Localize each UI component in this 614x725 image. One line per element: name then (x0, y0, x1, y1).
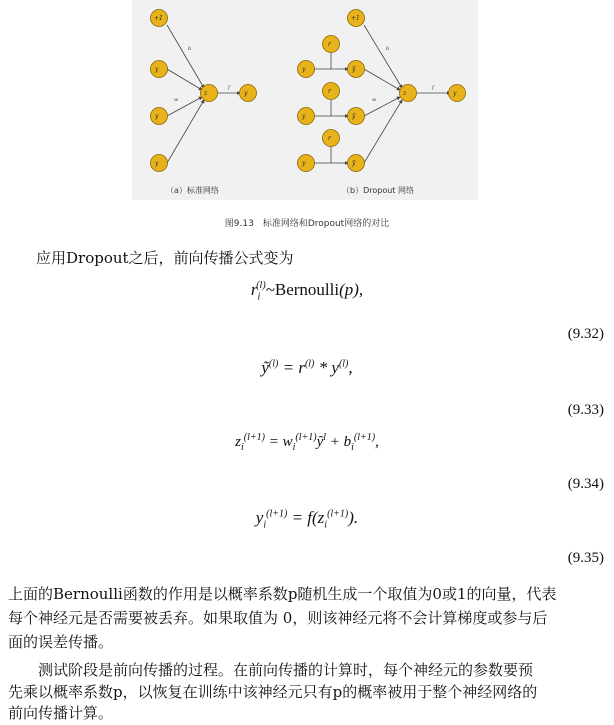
subcaption-b: （b）Dropout 网络 (342, 186, 414, 195)
y1-node-label: y (155, 66, 159, 73)
d-y-out-node (449, 85, 466, 102)
figure-panel (132, 0, 478, 200)
d-edge-1 (364, 69, 400, 90)
bias-node-label: +1 (154, 15, 163, 22)
d-y3-label: y (302, 160, 306, 167)
eq-number-9-35: (9.35) (567, 550, 604, 566)
d-bias-label: +1 (351, 15, 360, 22)
y3-node (151, 155, 168, 172)
y-out-node-label: y (244, 90, 248, 97)
eq-number-9-33: (9.33) (567, 402, 604, 418)
ytilde1-label: ỹ (352, 66, 356, 73)
equation-9-35: $y_i^{(l+1)} = f(z_i^{(l+1)})$. (255, 508, 359, 531)
w-label: w (174, 97, 179, 103)
subcaption-a: （a）标准网络 (166, 186, 219, 195)
d-y2-label: y (302, 113, 306, 120)
para2-line1: 测试阶段是前向传播的过程。在前向传播的计算时，每个神经元的参数要预 (8, 661, 534, 679)
r2-label: r (328, 88, 331, 95)
d-z-label: z (403, 90, 407, 97)
network-diagram (132, 0, 478, 200)
eq-number-9-34: (9.34) (567, 476, 604, 492)
figure-caption: 图9.13 标准网络和Dropout网络的对比 (224, 219, 390, 229)
d-edge-bias (364, 25, 402, 88)
y1-node (151, 61, 168, 78)
para1-line2: 每个神经元是否需要被丢弃。如果取值为 0，则该神经元将不会计算梯度或参与后 (8, 609, 548, 627)
edge-bias (167, 25, 204, 88)
ytilde2-label: ỹ (352, 113, 356, 120)
dropout-network (298, 10, 466, 196)
d-y2-node (298, 108, 315, 125)
d-y3-node (298, 155, 315, 172)
ytilde2-node (348, 108, 365, 125)
z-node-label: z (204, 90, 208, 97)
edge-y1 (167, 69, 202, 90)
para1-line3: 面的误差传播。 (8, 633, 114, 651)
eq-number-9-32: (9.32) (567, 326, 604, 342)
equation-9-34: $z_i^{(l+1)}$ = $w_i^{(l+1)}ỹ^l + b_i^{(l+1)}$, (235, 432, 379, 453)
equation-9-33: ỹ$^{(l)}$ = $r^{(l)} * y^{(l)}$, (261, 358, 353, 377)
r1-label: r (328, 41, 331, 48)
para2-line2: 先乘以概率系数p，以恢复在训练中该神经元只有p的概率被用于整个神经网络的 (8, 683, 538, 701)
r1-node (323, 36, 340, 53)
edge-y3 (167, 100, 204, 163)
para2-line3: 前向传播计算。 (8, 704, 114, 722)
d-y-out-label: y (453, 90, 457, 97)
d-b-label: b (386, 46, 390, 52)
y2-node-label: y (155, 113, 159, 120)
d-y1-node (298, 61, 315, 78)
d-y1-label: y (302, 66, 306, 73)
standard-network (151, 10, 257, 196)
edge-y2 (167, 97, 202, 116)
y2-node (151, 108, 168, 125)
ytilde3-label: ỹ (352, 160, 356, 167)
intro-text: 应用Dropout之后，前向传播公式变为 (36, 249, 294, 267)
d-edge-2 (364, 97, 400, 116)
ytilde1-node (348, 61, 365, 78)
y3-node-label: y (155, 160, 159, 167)
b-label: b (188, 46, 192, 52)
f-label: f (228, 85, 230, 91)
d-edge-3 (364, 100, 402, 163)
y-out-node (240, 85, 257, 102)
d-w-label: w (372, 97, 377, 103)
r3-node (323, 130, 340, 147)
d-f-label: f (432, 85, 434, 91)
para1-line1: 上面的Bernoulli函数的作用是以概率系数p随机生成一个取值为0或1的向量，代表 (8, 585, 557, 603)
equation-9-32: $r_i^{(l)}\sim Bernoulli(p)$, (250, 280, 364, 303)
ytilde3-node (348, 155, 365, 172)
r3-label: r (328, 135, 331, 142)
r2-node (323, 83, 340, 100)
